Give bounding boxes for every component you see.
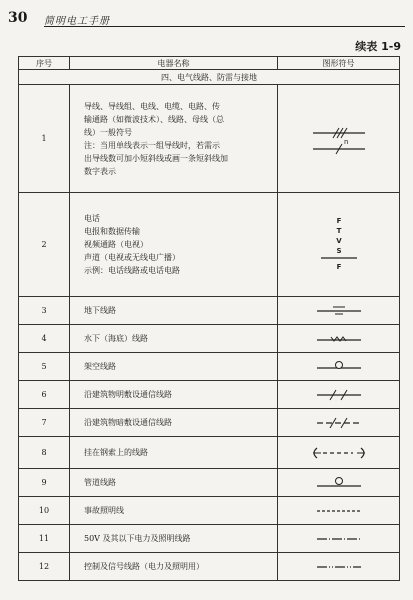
row-symbol — [278, 553, 400, 581]
row-seq: 8 — [19, 437, 70, 469]
underground-line-icon — [309, 304, 369, 318]
row-seq: 9 — [19, 469, 70, 497]
control-signal-line-icon — [309, 560, 369, 574]
row-name-line: 注：当用单线表示一组导线时，若需示 — [84, 140, 220, 150]
row-seq: 12 — [19, 553, 70, 581]
row-name-line: 电话 — [84, 214, 100, 223]
svg-text:n: n — [343, 137, 348, 146]
symbol-table — [18, 56, 397, 581]
row-name-line: 线）一般符号 — [84, 127, 132, 137]
row-name-line: 数字表示 — [84, 166, 116, 176]
row-seq: 7 — [19, 409, 70, 437]
table-row — [19, 85, 400, 193]
row-name — [70, 193, 278, 297]
page-header — [8, 8, 405, 30]
table-row — [19, 497, 400, 525]
header-seq: 序号 — [19, 57, 70, 70]
row-symbol — [278, 525, 400, 553]
row-seq: 1 — [19, 85, 70, 193]
table-continued-label: 续表 1-9 — [355, 40, 401, 53]
row-symbol — [278, 85, 400, 193]
row-seq: 2 — [19, 193, 70, 297]
book-title: 简明电工手册 — [44, 16, 110, 27]
row-name: 沿建筑物明敷设通信线路 — [70, 381, 278, 409]
table-header-row — [19, 57, 400, 70]
row-seq: 6 — [19, 381, 70, 409]
telecom-letter: S — [335, 246, 342, 255]
row-symbol — [278, 469, 400, 497]
row-symbol — [278, 193, 400, 297]
row-name-line: 输通路（如微波技术）、线路、母线（总 — [84, 114, 224, 124]
overhead-line-icon — [309, 360, 369, 374]
table-row — [19, 193, 400, 297]
duct-line-icon — [309, 476, 369, 490]
table-row — [19, 437, 400, 469]
conductor-multiline-icon — [309, 121, 369, 157]
row-name: 控制及信号线路（电力及照明用） — [70, 553, 278, 581]
row-name: 50V 及其以下电力及照明线路 — [70, 525, 278, 553]
section-row — [19, 70, 400, 85]
row-symbol — [278, 381, 400, 409]
table-row — [19, 553, 400, 581]
header-symbol: 图形符号 — [278, 57, 400, 70]
table-row — [19, 297, 400, 325]
telecom-letter: F — [336, 262, 341, 271]
page-number: 30 — [8, 10, 28, 26]
telecom-letters-icon — [309, 214, 369, 276]
telecom-letter: V — [335, 236, 342, 245]
table-row — [19, 381, 400, 409]
table-row — [19, 353, 400, 381]
row-seq: 4 — [19, 325, 70, 353]
row-name: 挂在钢索上的线路 — [70, 437, 278, 469]
row-name: 架空线路 — [70, 353, 278, 381]
row-name-line: 示例：电话线路或电话电路 — [84, 266, 180, 275]
row-symbol — [278, 297, 400, 325]
emergency-lighting-line-icon — [309, 504, 369, 518]
row-name: 地下线路 — [70, 297, 278, 325]
row-name-line: 电报和数据传输 — [84, 227, 140, 236]
table-row — [19, 409, 400, 437]
table-row — [19, 469, 400, 497]
cable-suspended-line-icon — [307, 445, 371, 461]
row-seq: 10 — [19, 497, 70, 525]
row-name: 管道线路 — [70, 469, 278, 497]
telecom-letter: T — [336, 226, 341, 235]
row-symbol — [278, 497, 400, 525]
row-symbol — [278, 437, 400, 469]
row-name — [70, 85, 278, 193]
table-row — [19, 525, 400, 553]
row-name-line: 声道（电视或无线电广播） — [84, 253, 180, 262]
underwater-line-icon — [309, 332, 369, 346]
row-symbol — [278, 353, 400, 381]
row-seq: 11 — [19, 525, 70, 553]
row-seq: 5 — [19, 353, 70, 381]
section-title: 四、电气线路、防雷与接地 — [19, 70, 400, 85]
row-name: 事故照明线 — [70, 497, 278, 525]
row-name: 沿建筑物暗敷设通信线路 — [70, 409, 278, 437]
row-symbol — [278, 325, 400, 353]
header-name: 电器名称 — [70, 57, 278, 70]
row-seq: 3 — [19, 297, 70, 325]
table-row — [19, 325, 400, 353]
surface-comm-line-icon — [309, 388, 369, 402]
row-name: 水下（海底）线路 — [70, 325, 278, 353]
concealed-comm-line-icon — [309, 416, 369, 430]
row-name-line: 出导线数可加小短斜线或画一条短斜线加 — [84, 153, 228, 163]
row-name-line: 视频通路（电视） — [84, 240, 148, 249]
header-rule — [44, 26, 405, 27]
telecom-letter: F — [336, 216, 341, 225]
row-symbol — [278, 409, 400, 437]
low-voltage-line-icon — [309, 532, 369, 546]
row-name-line: 导线、导线组、电线、电缆、电路、传 — [84, 101, 220, 111]
